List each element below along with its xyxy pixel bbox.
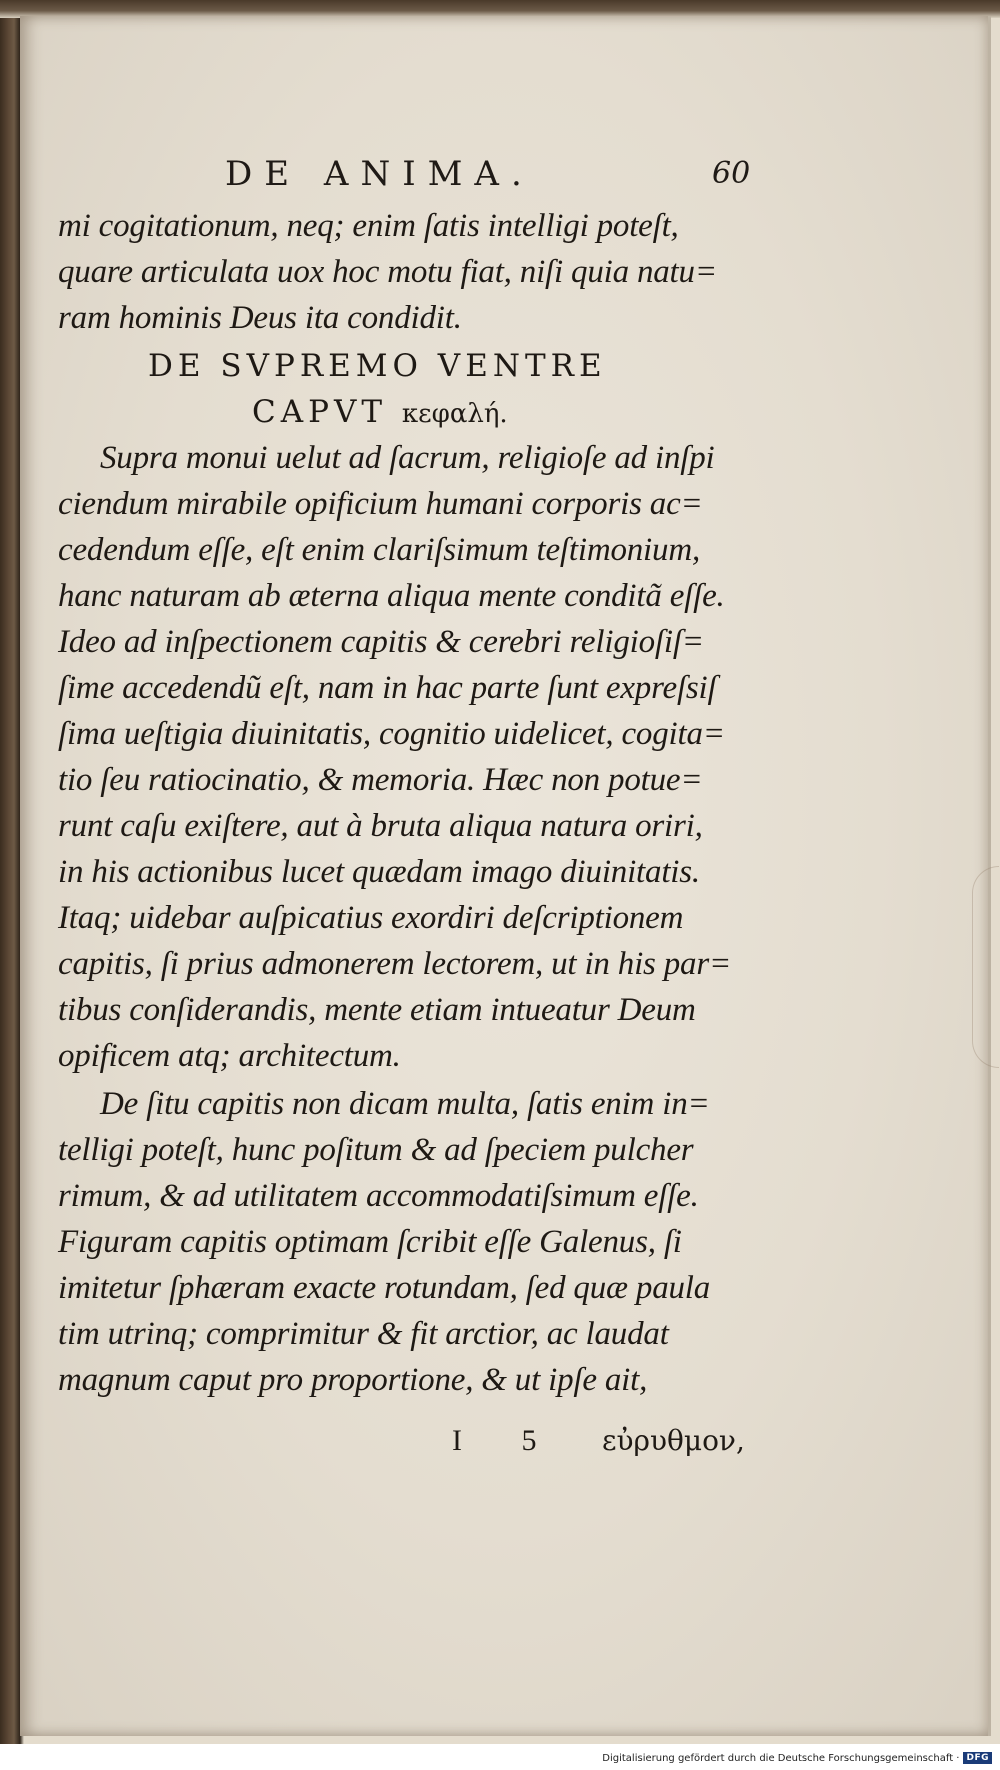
text-line: rimum, & ad utilitatem accommodatiſsimum eſſe. xyxy=(58,1178,699,1214)
text-line: ſima ueſtigia diuinitatis, cognitio uidelicet, cogita= xyxy=(58,716,725,752)
text-line: in his actionibus lucet quædam imago diuinitatis. xyxy=(58,854,700,890)
section-heading: DE SVPREMO VENTRE xyxy=(148,348,607,384)
credit-bar xyxy=(0,1744,1000,1770)
text-line: Ideo ad inſpectionem capitis & cerebri religioſiſ= xyxy=(58,624,704,660)
text-line: ſime accedendũ eſt, nam in hac parte ſunt expreſsiſ xyxy=(58,670,717,706)
text-line: hanc naturam ab æterna aliqua mente conditã eſſe. xyxy=(58,578,725,614)
text-line: ciendum mirabile opificium humani corporis ac= xyxy=(58,486,703,522)
signature-mark: I 5 xyxy=(452,1424,563,1457)
credit-text: Digitalisierung gefördert durch die Deutsche Forschungsgemeinschaft · xyxy=(602,1752,960,1764)
text-line: quare articulata uox hoc motu fiat, niſi quia natu= xyxy=(58,254,717,290)
text-line: De ſitu capitis non dicam multa, ſatis enim in= xyxy=(100,1086,710,1122)
running-head: DE ANIMA. xyxy=(225,154,534,194)
text-line: tibus conſiderandis, mente etiam intueatur Deum xyxy=(58,992,696,1028)
text-line: runt caſu exiſtere, aut à bruta aliqua natura oriri, xyxy=(58,808,703,844)
text-line: Figuram capitis optimam ſcribit eſſe Galenus, ſi xyxy=(58,1224,682,1260)
folio-number: 60 xyxy=(712,156,751,191)
text-line: tio ſeu ratiocinatio, & memoria. Hæc non potue= xyxy=(58,762,703,798)
text-line: capitis, ſi prius admonerem lectorem, ut in his par= xyxy=(58,946,732,982)
page-tab-mark xyxy=(972,866,999,1068)
adjacent-page-gutter xyxy=(0,180,18,1430)
text-line: ram hominis Deus ita condidit. xyxy=(58,300,462,336)
text-line: imitetur ſphæram exacte rotundam, ſed quæ paula xyxy=(58,1270,711,1306)
page-header xyxy=(20,154,988,194)
text-line: telligi poteſt, hunc poſitum & ad ſpeciem pulcher xyxy=(58,1132,694,1168)
book-page xyxy=(20,16,991,1736)
text-line: cedendum eſſe, eſt enim clariſsimum teſtimonium, xyxy=(58,532,701,568)
text-line: opificem atq; architectum. xyxy=(58,1038,401,1074)
text-line: tim utrinq; comprimitur & fit arctior, ac laudat xyxy=(58,1316,669,1352)
text-line: Supra monui uelut ad ſacrum, religioſe ad inſpi xyxy=(100,440,715,476)
text-line: magnum caput pro proportione, & ut ipſe ait, xyxy=(58,1362,648,1398)
heading-latin: CAPVT xyxy=(252,394,388,430)
digitization-credit xyxy=(602,1752,992,1764)
text-line: mi cogitationum, neq; enim ſatis intelligi poteſt, xyxy=(58,208,679,244)
dfg-logo: DFG xyxy=(963,1752,992,1764)
heading-greek: κεφαλή. xyxy=(401,399,508,429)
catchword: εὐρυθμον, xyxy=(602,1424,745,1457)
text-line: Itaq; uidebar auſpicatius exordiri deſcriptionem xyxy=(58,900,684,936)
section-subheading xyxy=(252,394,508,430)
